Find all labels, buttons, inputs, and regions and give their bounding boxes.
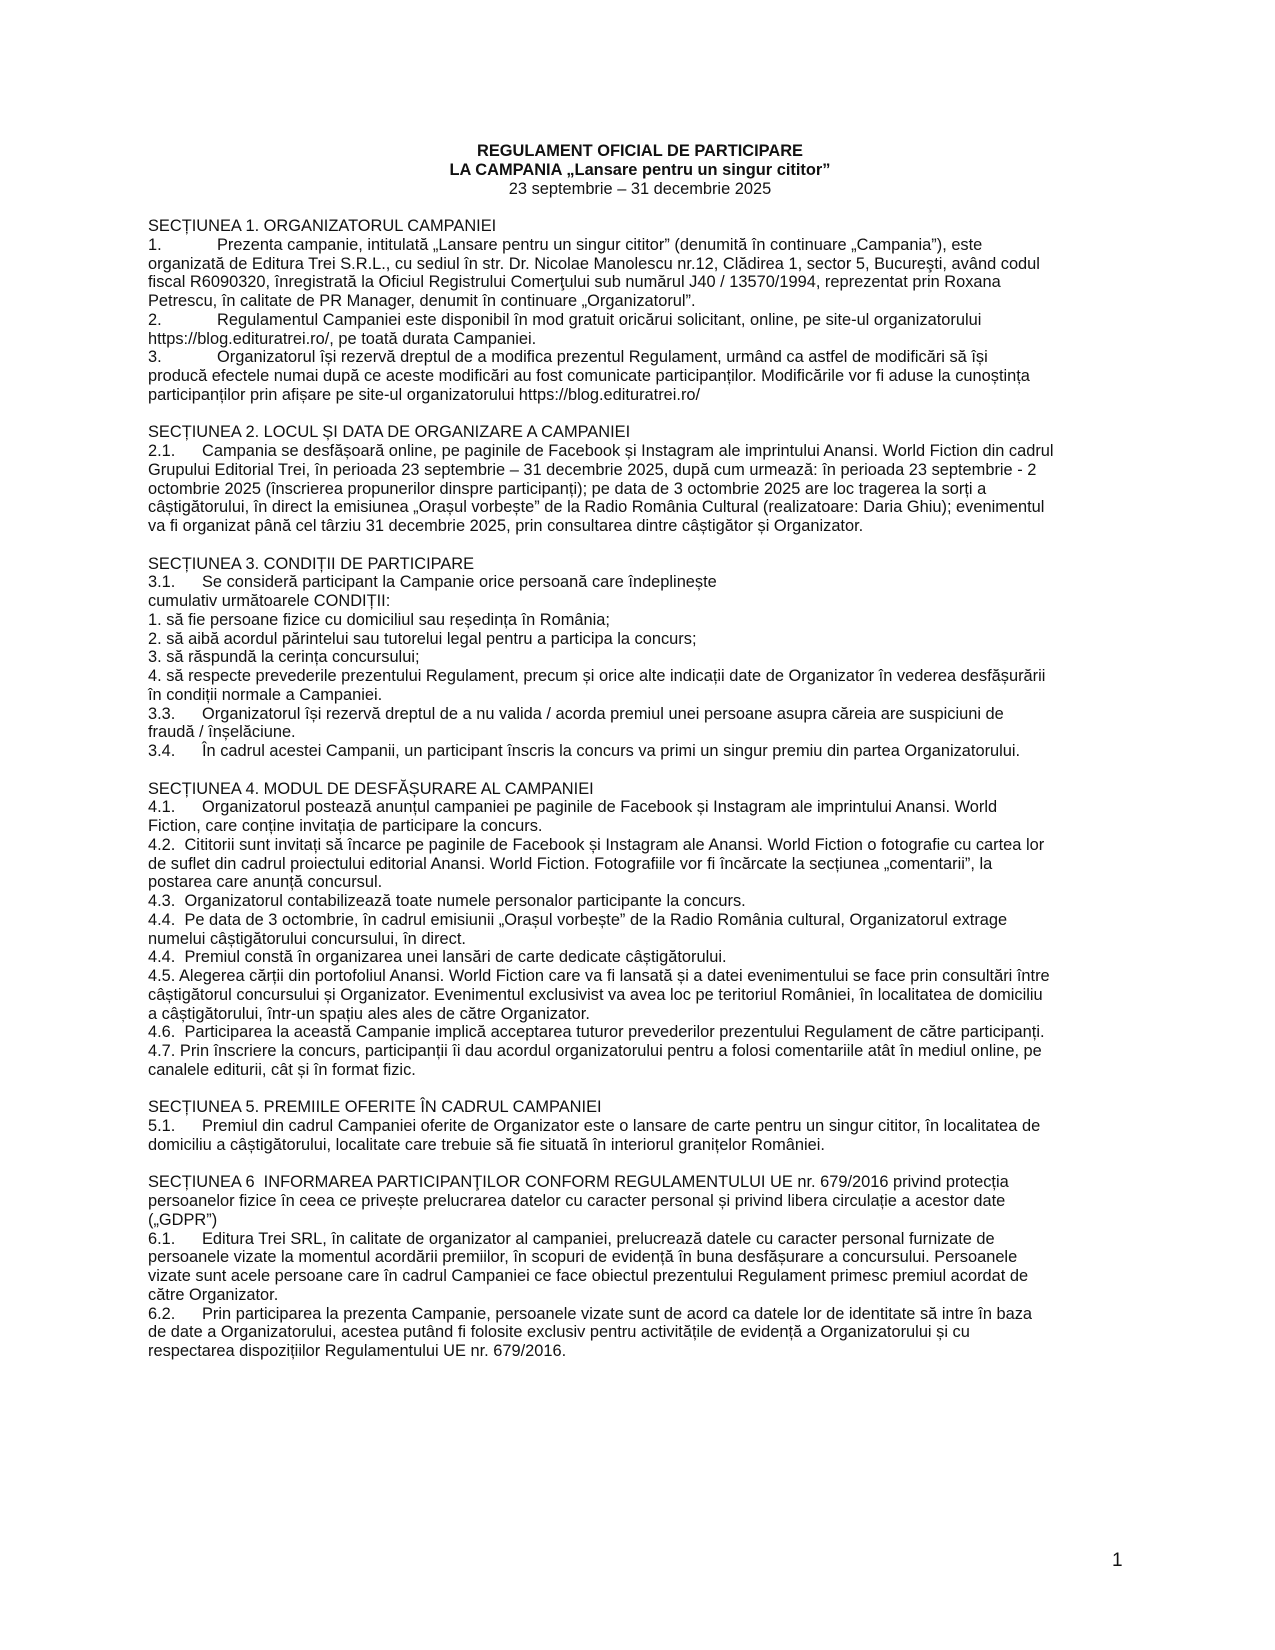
clause-line: persoanele vizate la momentul acordării premiilor, în scopuri de evidență în buna desfășurare a concursului. Persoanele: [148, 1248, 1018, 1267]
clause-line: domiciliu a câștigătorului, localitate care trebuie să fie situată în interiorul granițelor României.: [148, 1135, 825, 1154]
clause-line: canalele editurii, cât și în format fizic.: [148, 1060, 416, 1079]
clause-number: 4.3.: [148, 892, 176, 910]
clause-line: [148, 1305, 1138, 1324]
clause-line: [148, 705, 1138, 724]
clause-line: fraudă / înșelăciune.: [148, 723, 296, 742]
clause-line: 3. să răspundă la cerința concursului;: [148, 648, 420, 667]
clause: [148, 236, 1138, 311]
clause-text: Pe data de 3 octombrie, în cadrul emisiunii „Orașul vorbește” de la Radio România cultural, Organizatorul extrage: [179, 910, 1008, 929]
clause-number: 3.1.: [148, 573, 176, 592]
clause-line: organizată de Editura Trei S.R.L., cu sediul în str. Dr. Nicolae Manolescu nr.12, Clădirea 1, sector 5, Bucureşti, având codul: [148, 254, 1040, 273]
clause-line: de date a Organizatorului, acestea putând fi folosite exclusiv pentru activitățile de evidență a Organizatorului și cu: [148, 1323, 970, 1342]
clause-text: Regulamentul Campaniei este disponibil în mod gratuit oricărui solicitant, online, pe site-ul organizatorului: [217, 310, 982, 329]
clause-line: [148, 798, 1138, 817]
clause-text: Prin participarea la prezenta Campanie, persoanele vizate sunt de acord ca datele lor de identitate să intre în baza: [202, 1304, 1033, 1323]
clause-text: Organizatorul contabilizează toate numele personalor participante la concurs.: [179, 892, 746, 910]
clause-line: [148, 442, 1138, 461]
clause-text: Campania se desfășoară online, pe paginile de Facebook și Instagram ale imprintului Anansi. World Fiction din cadrul: [202, 442, 1054, 460]
clause-line: câștigătorul concursului și Organizator. Evenimentul exclusivist va avea loc pe teritoriul României, în localitatea de domiciliu: [148, 985, 1043, 1004]
clause: [148, 1117, 1138, 1155]
clause-line: de suflet din cadrul proiectului editorial Anansi. World Fiction. Fotografiile vor fi încărcate la secțiunea „comentarii”, la: [148, 854, 993, 873]
clause-number: 2.1.: [148, 442, 176, 460]
clause-number: 5.1.: [148, 1117, 176, 1135]
clause-line: a câștigătorului, într-un spațiu ales ales de către Organizator.: [148, 1004, 590, 1023]
clause-number: 1.: [148, 235, 162, 254]
clause-line: [148, 311, 1138, 330]
clause-line: octombrie 2025 (înscrierea propunerilor dinspre participanți); pe data de 3 octombrie 2025 are loc tragerea la sorți a: [148, 479, 987, 498]
clause-line: fiscal R6090320, înregistrată la Oficiul Registrului Comerţului sub numărul J40 / 13570/1994, reprezentat prin Roxana: [148, 273, 1001, 292]
section-heading: persoanelor fizice în ceea ce privește prelucrarea datelor cu caracter personal și privind libera circulație a acestor date: [148, 1192, 1006, 1210]
clause-line: postarea care anunță concursul.: [148, 873, 383, 892]
clause-line: cumulativ următoarele CONDIȚII:: [148, 592, 391, 610]
section-heading: („GDPR”): [148, 1210, 218, 1229]
section-heading: SECȚIUNEA 5. PREMIILE OFERITE ÎN CADRUL CAMPANIEI: [148, 1098, 602, 1117]
clause-text: Organizatorul își rezervă dreptul de a modifica prezentul Regulament, urmând ca astfel de modificări să își: [217, 348, 988, 367]
section-4: [148, 780, 1138, 1080]
clause-line: [148, 348, 1138, 367]
clause: [148, 1023, 1138, 1042]
clause-line: [148, 967, 1138, 986]
clause-text: Participarea la această Campanie implică acceptarea tuturor prevederilor prezentului Regulament de către participanți.: [179, 1023, 1045, 1042]
document-title-block: [148, 142, 1132, 198]
clause-line: vizate sunt acele persoane care în cadrul Campaniei ce face obiectul prezentului Regulament primesc premiul acordat de: [148, 1267, 1029, 1285]
section-5: [148, 1098, 1138, 1154]
document-page: [148, 142, 1138, 1361]
clause: [148, 1230, 1138, 1305]
clause-number: 3.3.: [148, 704, 176, 723]
clause: [148, 836, 1138, 892]
clause-text: Alegerea cărții din portofoliul Anansi. World Fiction care va fi lansată și a datei evenimentului se face prin consultări între: [179, 967, 1050, 985]
clause-text: Se consideră participant la Campanie orice persoană care îndeplinește: [202, 573, 717, 592]
clause-line: Petrescu, în calitate de PR Manager, denumit în continuare „Organizatorul”.: [148, 292, 696, 310]
clause-number: 6.1.: [148, 1229, 176, 1248]
clause-text: Cititorii sunt invitați să încarce pe paginile de Facebook și Instagram ale Anansi. World Fiction o fotografie cu cartea lor: [179, 835, 1045, 854]
section-heading: SECȚIUNEA 4. MODUL DE DESFĂȘURARE AL CAMPANIEI: [148, 779, 594, 798]
clause: [148, 742, 1138, 761]
page-number: 1: [1112, 1550, 1123, 1571]
clause-line: [148, 236, 1138, 255]
clause-line: [148, 742, 1138, 761]
clause-text: În cadrul acestei Campanii, un participant înscris la concurs va primi un singur premiu din partea Organizatorului.: [202, 742, 1021, 760]
clause-number: 3.4.: [148, 742, 176, 760]
clause-number: 2.: [148, 310, 162, 329]
section-1: [148, 217, 1138, 405]
section-2: [148, 423, 1138, 536]
clause-line: [148, 1042, 1138, 1061]
clause-line: Fiction, care conține invitația de participare la concurs.: [148, 817, 543, 835]
section-heading: SECȚIUNEA 2. LOCUL ȘI DATA DE ORGANIZARE A CAMPANIEI: [148, 423, 631, 442]
clause: [148, 573, 1138, 704]
clause: [148, 911, 1138, 949]
clause-number: 4.6.: [148, 1023, 176, 1042]
clause-line: producă efectele numai după ce aceste modificări au fost comunicate participanților. Modificările vor fi aduse la cunoștința: [148, 367, 1030, 385]
clause: [148, 348, 1138, 404]
clause-line: [148, 1023, 1138, 1042]
section-heading: SECȚIUNEA 3. CONDIȚII DE PARTICIPARE: [148, 554, 475, 573]
document-title: REGULAMENT OFICIAL DE PARTICIPARE: [477, 142, 803, 160]
document-dates: 23 septembrie – 31 decembrie 2025: [508, 179, 772, 198]
clause-text: Premiul din cadrul Campaniei oferite de Organizator este o lansare de carte pentru un singur cititor, în localitatea de: [202, 1117, 1041, 1135]
clause: [148, 798, 1138, 836]
clause-line: Grupului Editorial Trei, în perioada 23 septembrie – 31 decembrie 2025, după cum urmează: în perioada 23 septembrie - 2: [148, 460, 1037, 479]
clause-line: [148, 948, 1138, 967]
clause-line: respectarea dispozițiilor Regulamentului UE nr. 679/2016.: [148, 1342, 567, 1360]
clause: [148, 311, 1138, 349]
clause: [148, 1305, 1138, 1361]
clause: [148, 442, 1138, 536]
document-body: [148, 217, 1138, 1361]
clause-line: https://blog.edituratrei.ro/, pe toată durata Campaniei.: [148, 329, 537, 348]
clause-number: 4.4.: [148, 910, 176, 929]
clause-line: 1. să fie persoane fizice cu domiciliul sau reședința în România;: [148, 610, 610, 629]
clause-line: 4. să respecte prevederile prezentului Regulament, precum și orice alte indicații date de Organizator în vederea desfășurării: [148, 667, 1046, 685]
clause-line: [148, 1117, 1138, 1136]
clause-line: către Organizator.: [148, 1285, 279, 1304]
clause-line: [148, 1230, 1138, 1249]
clause-text: Prezenta campanie, intitulată „Lansare pentru un singur cititor” (denumită în continuare „Campania”), este: [217, 235, 983, 254]
clause-line: participanților prin afișare pe site-ul organizatorului https://blog.edituratrei.ro/: [148, 385, 701, 404]
clause-number: 4.7.: [148, 1042, 176, 1060]
document-subtitle: LA CAMPANIA „Lansare pentru un singur cititor”: [449, 160, 831, 179]
clause-line: câștigătorului, în direct la emisiunea „Orașul vorbește” de la Radio România Cultural (realizatoare: Daria Ghiu); evenimentul: [148, 498, 1045, 517]
clause-line: [148, 573, 1138, 592]
section-3: [148, 555, 1138, 761]
clause-line: [148, 836, 1138, 855]
clause-line: [148, 892, 1138, 911]
clause: [148, 892, 1138, 911]
clause-line: numelui câștigătorului concursului, în direct.: [148, 929, 466, 948]
clause-text: Premiul constă în organizarea unei lansări de carte dedicate câștigătorului.: [179, 948, 727, 967]
section-heading: SECȚIUNEA 6 INFORMAREA PARTICIPANŢILOR CONFORM REGULAMENTULUI UE nr. 679/2016 privind protecția: [148, 1173, 1009, 1192]
clause-text: Editura Trei SRL, în calitate de organizator al campaniei, prelucrează datele cu caracter personal furnizate de: [202, 1229, 995, 1248]
clause-number: 4.2.: [148, 835, 176, 854]
clause-line: [148, 911, 1138, 930]
clause: [148, 705, 1138, 743]
clause-number: 4.1.: [148, 798, 176, 817]
clause: [148, 1042, 1138, 1080]
clause-text: Organizatorul postează anunțul campaniei pe paginile de Facebook și Instagram ale imprintului Anansi. World: [202, 798, 998, 817]
section-6: [148, 1173, 1138, 1361]
clause-text: Prin înscriere la concurs, participanții îi dau acordul organizatorului pentru a folosi comentariile atât în mediul online, pe: [179, 1042, 1042, 1060]
clause-line: va fi organizat până cel târziu 31 decembrie 2025, prin consultarea dintre câștigător și Organizator.: [148, 517, 864, 535]
clause-line: 2. să aibă acordul părintelui sau tutorelui legal pentru a participa la concurs;: [148, 629, 697, 648]
section-heading: SECȚIUNEA 1. ORGANIZATORUL CAMPANIEI: [148, 217, 497, 235]
clause-line: în condiții normale a Campaniei.: [148, 685, 383, 704]
clause: [148, 967, 1138, 1023]
clause-text: Organizatorul își rezervă dreptul de a nu valida / acorda premiul unei persoane asupra căreia are suspiciuni de: [202, 704, 1004, 723]
clause-number: 3.: [148, 348, 162, 367]
clause-number: 4.4.: [148, 948, 176, 967]
clause: [148, 948, 1138, 967]
clause-number: 4.5.: [148, 967, 176, 985]
clause-number: 6.2.: [148, 1304, 176, 1323]
